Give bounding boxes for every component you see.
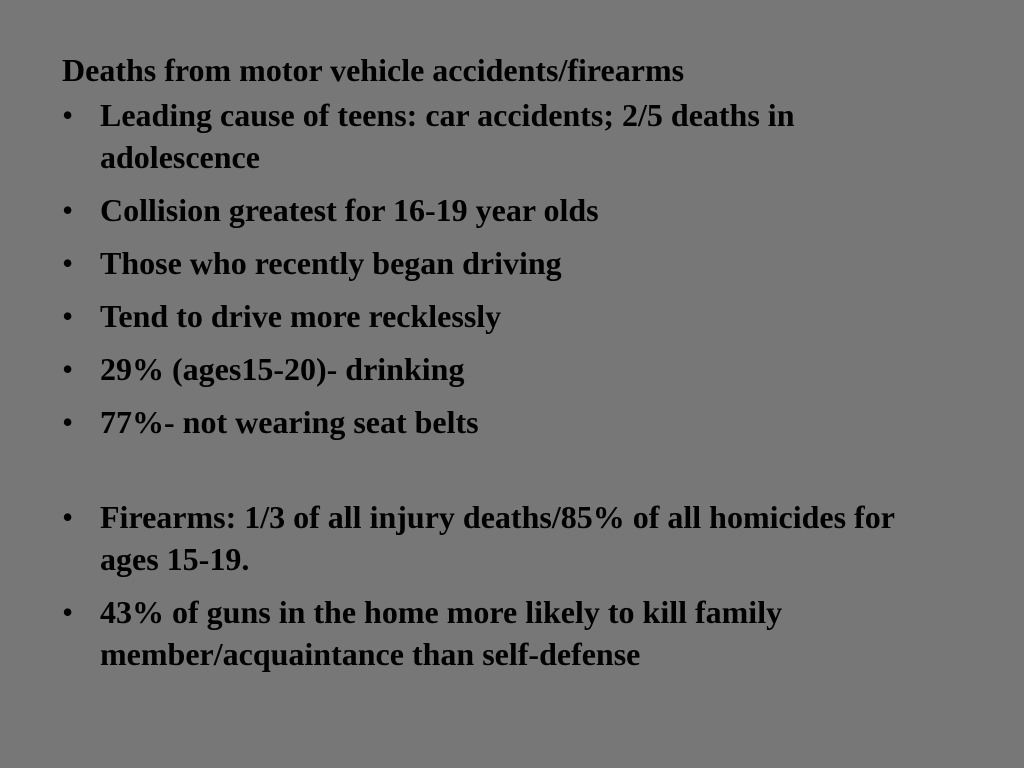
bullet-dot-icon: •: [62, 351, 74, 387]
bullet-text: 77%- not wearing seat belts: [100, 404, 479, 440]
bullet-dot-icon: •: [62, 97, 74, 133]
bullet-item: [62, 591, 960, 675]
bullet-item: [62, 496, 960, 580]
bullet-text: 29% (ages15-20)- drinking: [100, 351, 465, 387]
bullet-item: [62, 401, 960, 443]
bullet-item: [62, 295, 960, 337]
bullet-dot-icon: •: [62, 245, 74, 281]
bullet-text: Those who recently began driving: [100, 245, 562, 281]
bullet-text: Leading cause of teens: car accidents; 2/5 deaths in adolescence: [100, 97, 795, 175]
bullet-list: [62, 94, 964, 675]
slide-heading: Deaths from motor vehicle accidents/firearms: [62, 52, 685, 88]
bullet-dot-icon: •: [62, 594, 74, 630]
bullet-item: [62, 189, 960, 231]
bullet-item: [62, 242, 960, 284]
bullet-dot-icon: •: [62, 404, 74, 440]
bullet-text: Tend to drive more recklessly: [100, 298, 502, 334]
bullet-item: [62, 348, 960, 390]
bullet-text: Collision greatest for 16-19 year olds: [100, 192, 599, 228]
bullet-text: Firearms: 1/3 of all injury deaths/85% of all homicides for ages 15-19.: [100, 499, 895, 577]
bullet-dot-icon: •: [62, 192, 74, 228]
bullet-dot-icon: •: [62, 499, 74, 535]
bullet-dot-icon: •: [62, 298, 74, 334]
bullet-item: [62, 94, 960, 178]
bullet-text: 43% of guns in the home more likely to kill family member/acquaintance than self-defense: [100, 594, 783, 672]
